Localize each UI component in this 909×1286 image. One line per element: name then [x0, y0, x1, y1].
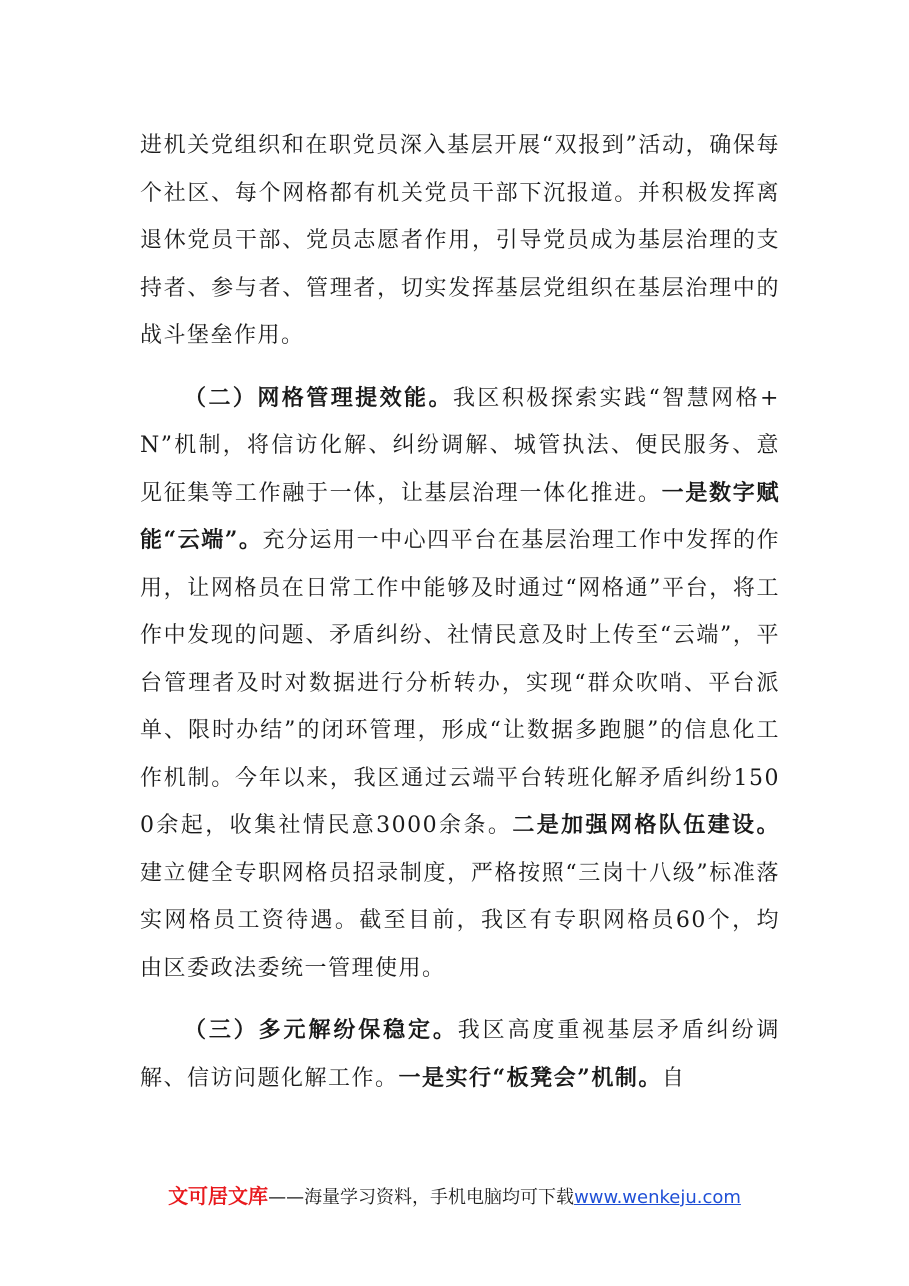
paragraph-text: 充分运用一中心四平台在基层治理工作中发挥的作用，让网格员在日常工作中能够及时通过“网格通”平台，将工作中发现的问题、矛盾纠纷、社情民意及时上传至“云端”，平台管理者及时对数据进行分析转办，实现“群众吹哨、平台派单、限时办结”的闭环管理，形成“让数据多跑腿”的信息化工作机制。今年以来，我区通过云端平台转班化解矛盾纠纷1500余起，收集社情民意3000余条。: [140, 528, 780, 838]
footer-tagline: ——海量学习资料，手机电脑均可下载: [268, 1187, 575, 1208]
paragraph-text: 自: [661, 1065, 686, 1091]
paragraph-text: 我区积极探索实践“智慧网格+N”机制，将信访化解、纠纷调解、城管执法、便民服务、意见征集等工作融于一体，让基层治理一体化推进。: [140, 385, 780, 506]
paragraph-party-organization: [140, 122, 780, 360]
paragraph-grid-management: [140, 375, 780, 993]
footer-website-link[interactable]: www.wenkeju.com: [574, 1187, 741, 1208]
footer-brand-logo: 文可居文库: [168, 1184, 269, 1208]
point-heading-bench-meeting: 一是实行“板凳会”机制。: [398, 1064, 662, 1091]
paragraph-dispute-resolution: [140, 1007, 780, 1102]
document-body: [140, 122, 780, 1102]
footer-banner: [0, 1182, 909, 1212]
section-heading-dispute-resolution: （三）多元解纷保稳定。: [184, 1017, 458, 1043]
point-heading-grid-team: 二是加强网格队伍建设。: [512, 812, 780, 838]
paragraph-text: 进机关党组织和在职党员深入基层开展“双报到”活动，确保每个社区、每个网格都有机关党员干部下沉报道。并积极发挥离退休党员干部、党员志愿者作用，引导党员成为基层治理的支持者、参与者、管理者，切实发挥基层党组织在基层治理中的战斗堡垒作用。: [140, 133, 780, 348]
paragraph-text: 我区高度重视基层矛盾纠纷调解、信访问题化解工作。: [140, 1018, 780, 1091]
section-heading-grid-management: （二）网格管理提效能。: [184, 384, 453, 411]
paragraph-text: 建立健全专职网格员招录制度，严格按照“三岗十八级”标准落实网格员工资待遇。截至目前，我区有专职网格员60个，均由区委政法委统一管理使用。: [140, 860, 780, 981]
point-heading-digital-cloud: 一是数字赋能“云端”。: [140, 479, 780, 553]
